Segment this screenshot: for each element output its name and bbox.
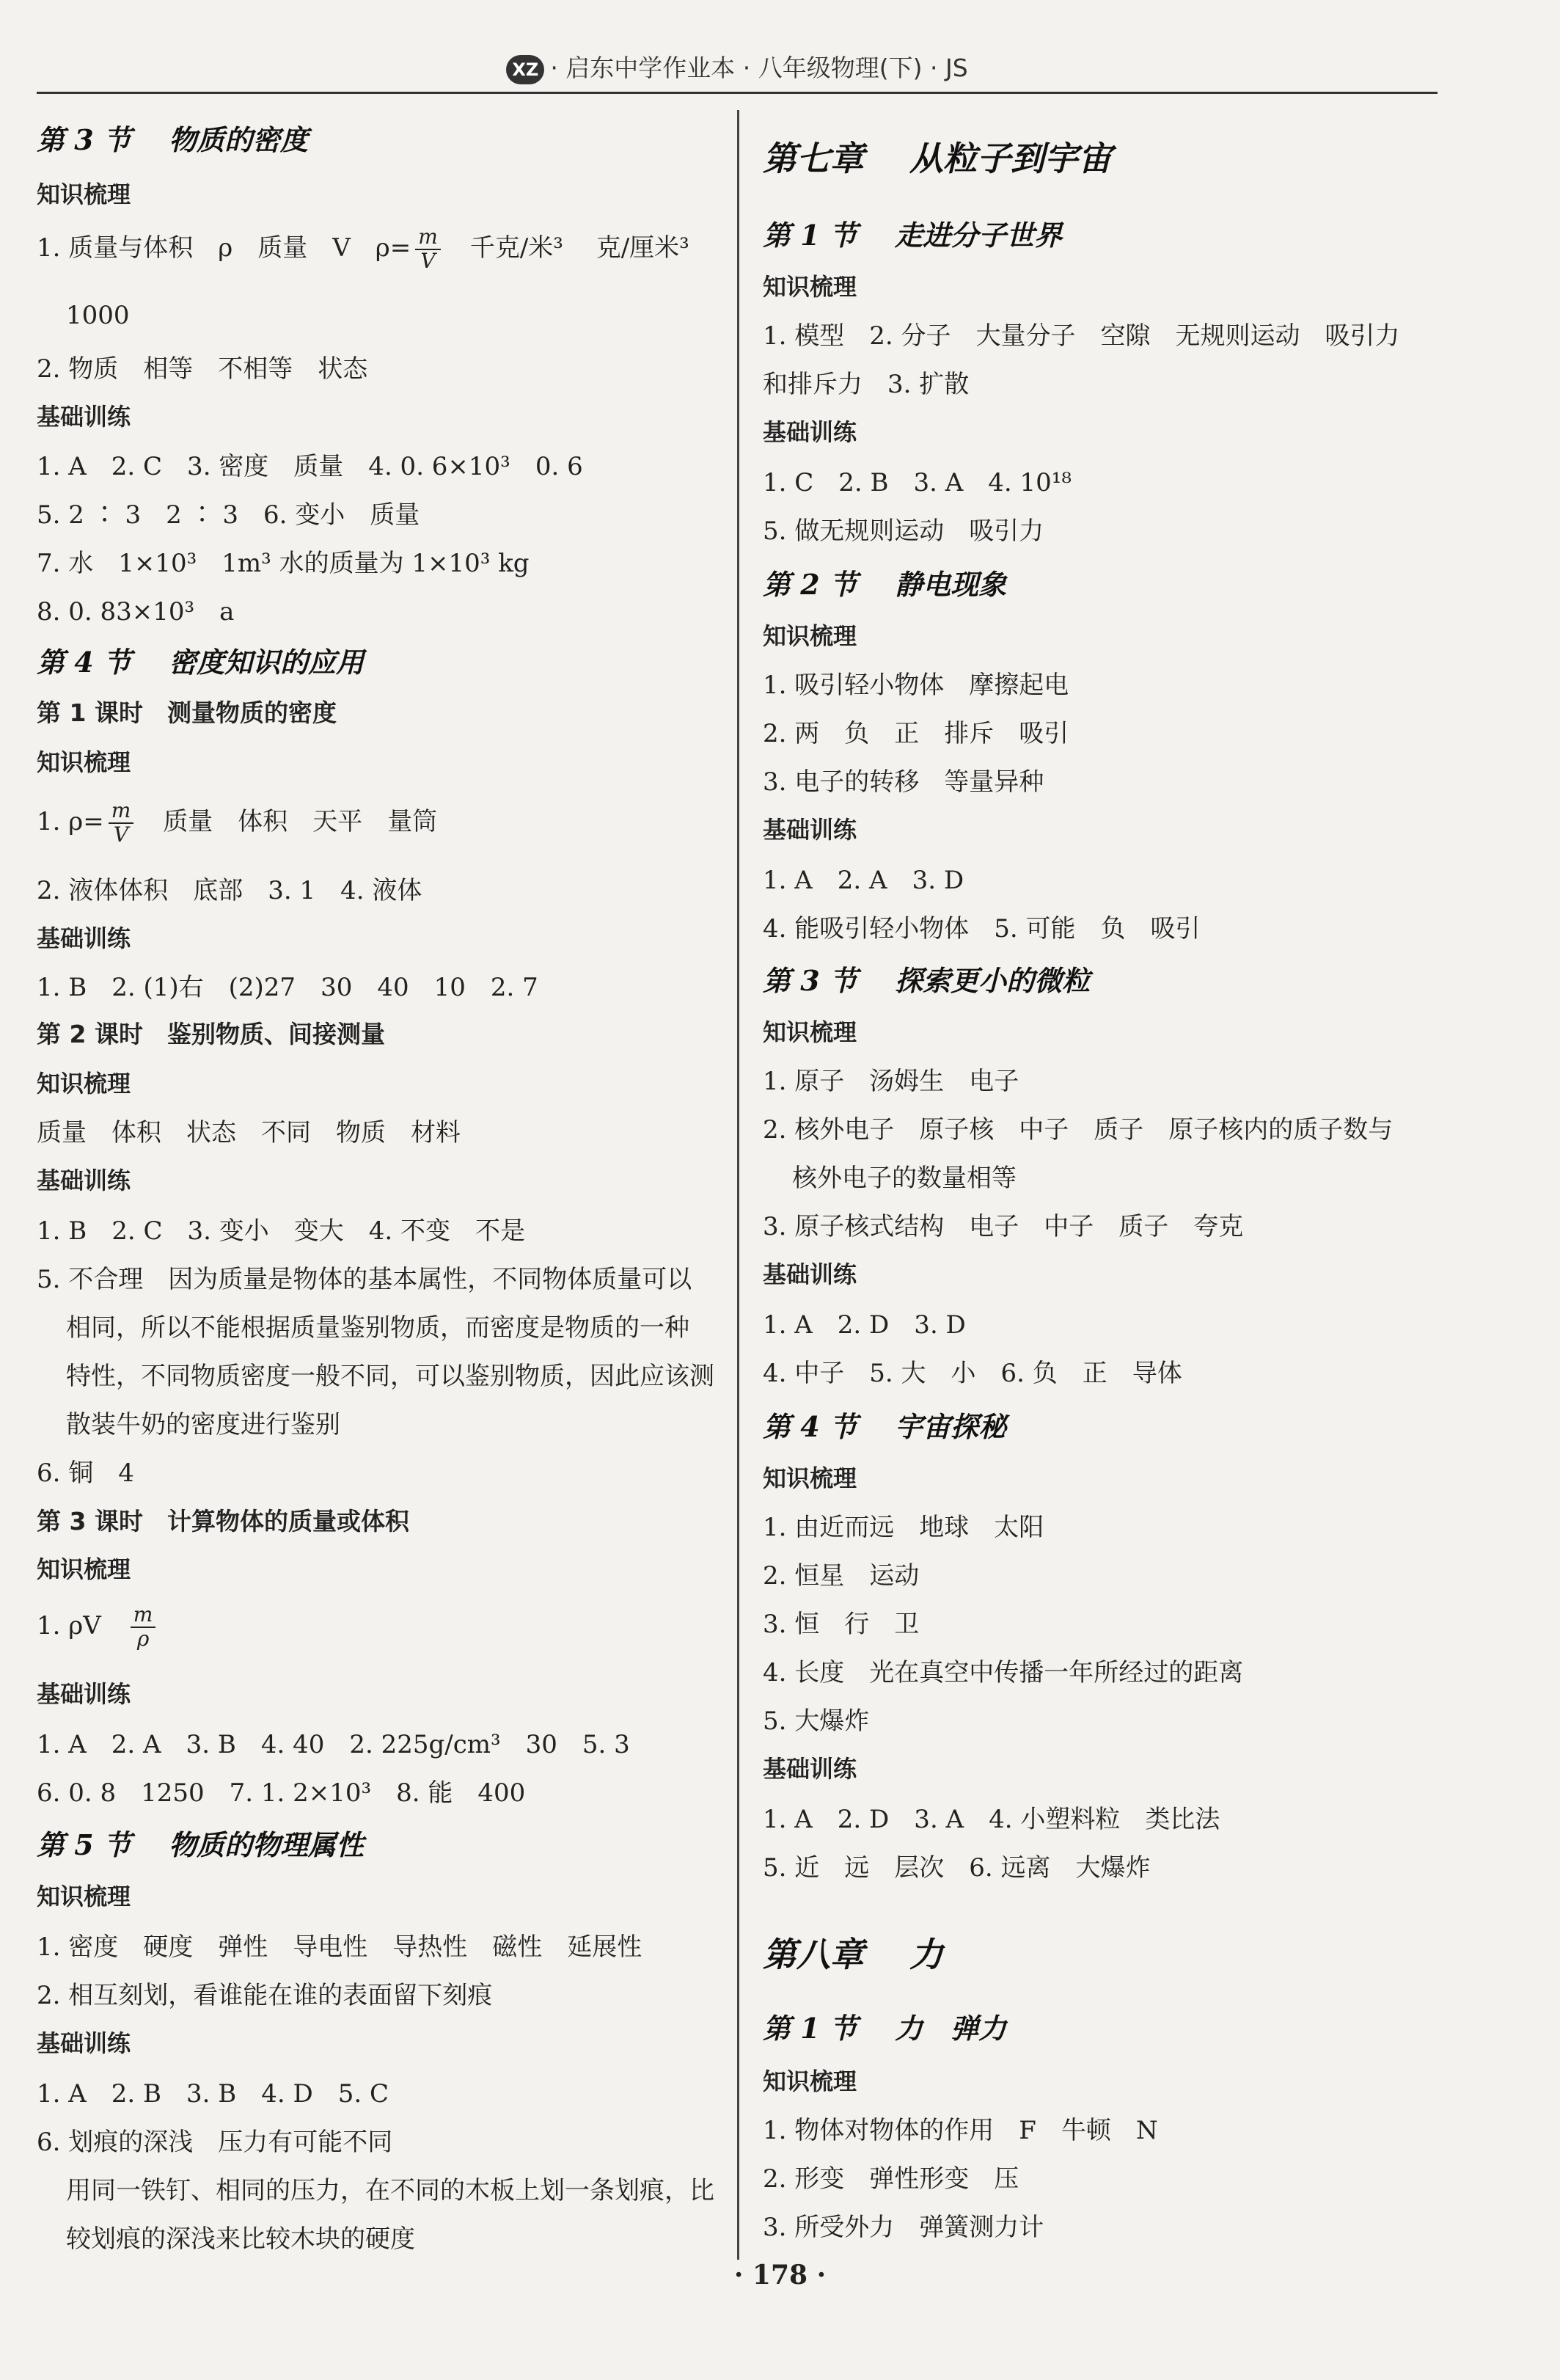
answer-line: 1. A 2. D 3. D bbox=[763, 1310, 966, 1340]
subheading: 基础训练 bbox=[37, 403, 131, 431]
answer-line: 2. 液体体积 底部 3. 1 4. 液体 bbox=[37, 876, 422, 905]
section-title: 第 1 节 走进分子世界 bbox=[763, 219, 1063, 252]
section-title: 第 5 节 物质的物理属性 bbox=[37, 1828, 365, 1861]
answer-line: 4. 中子 5. 大 小 6. 负 正 导体 bbox=[763, 1359, 1182, 1388]
answer-line: 2. 相互刻划，看谁能在谁的表面留下刻痕 bbox=[37, 1981, 493, 2010]
subheading: 知识梳理 bbox=[37, 1555, 131, 1583]
lesson-title: 第 3 课时 计算物体的质量或体积 bbox=[37, 1507, 409, 1536]
answer-line: 散装牛奶的密度进行鉴别 bbox=[66, 1410, 340, 1439]
answer-line: 3. 电子的转移 等量异种 bbox=[763, 767, 1044, 797]
answer-line: 2. 形变 弹性形变 压 bbox=[763, 2164, 1019, 2194]
answer-line: 2. 物质 相等 不相等 状态 bbox=[37, 354, 368, 384]
answer-line: 质量 体积 状态 不同 物质 材料 bbox=[37, 1118, 461, 1147]
answer-line: 3. 恒 行 卫 bbox=[763, 1610, 920, 1639]
page-header bbox=[37, 40, 1438, 94]
answer-line: 1. 模型 2. 分子 大量分子 空隙 无规则运动 吸引力 bbox=[763, 321, 1400, 351]
answer-line: 1. A 2. B 3. B 4. D 5. C bbox=[37, 2079, 389, 2109]
subheading: 基础训练 bbox=[763, 816, 857, 844]
answer-line: 1. 质量与体积 ρ 质量 V ρ= $\frac{m}{V}$ 千克/米³ 克/厘米³ bbox=[37, 225, 689, 273]
answer-line: 4. 能吸引轻小物体 5. 可能 负 吸引 bbox=[763, 914, 1201, 943]
answer-line: 5. 近 远 层次 6. 远离 大爆炸 bbox=[763, 1853, 1151, 1883]
answer-line: 3. 原子核式结构 电子 中子 质子 夸克 bbox=[763, 1212, 1244, 1241]
subheading: 基础训练 bbox=[37, 1680, 131, 1708]
answer-line: 6. 铜 4 bbox=[37, 1459, 134, 1488]
section-title: 第 4 节 宇宙探秘 bbox=[763, 1410, 1007, 1443]
answer-line: 5. 2 ∶ 3 2 ∶ 3 6. 变小 质量 bbox=[37, 500, 420, 530]
subheading: 知识梳理 bbox=[763, 273, 857, 301]
subheading: 基础训练 bbox=[37, 1167, 131, 1194]
answer-line: 7. 水 1×10³ 1m³ 水的质量为 1×10³ kg bbox=[37, 549, 530, 578]
answer-line: 1. B 2. (1)右 (2)27 30 40 10 2. 7 bbox=[37, 973, 538, 1002]
answer-line: 5. 不合理 因为质量是物体的基本属性，不同物体质量可以 bbox=[37, 1265, 692, 1294]
section-title: 第 4 节 密度知识的应用 bbox=[37, 646, 365, 679]
subheading: 知识梳理 bbox=[763, 622, 857, 650]
answer-line: 1. A 2. C 3. 密度 质量 4. 0. 6×10³ 0. 6 bbox=[37, 452, 583, 481]
answer-line: 核外电子的数量相等 bbox=[792, 1164, 1017, 1193]
subheading: 基础训练 bbox=[763, 418, 857, 446]
subheading: 知识梳理 bbox=[37, 748, 131, 776]
answer-line: 1. ρ= $\frac{m}{V}$ 质量 体积 天平 量筒 bbox=[37, 798, 438, 847]
answer-line: 1. 密度 硬度 弹性 导电性 导热性 磁性 延展性 bbox=[37, 1932, 642, 1962]
subheading: 知识梳理 bbox=[37, 180, 131, 208]
answer-line: 1. 由近而远 地球 太阳 bbox=[763, 1513, 1044, 1542]
header-text: · 启东中学作业本 · 八年级物理(下) · JS bbox=[550, 54, 968, 82]
subheading: 基础训练 bbox=[37, 2029, 131, 2057]
answer-line: 6. 0. 8 1250 7. 1. 2×10³ 8. 能 400 bbox=[37, 1778, 526, 1808]
answer-line: 1. ρV $\frac{m}{\rho}$ bbox=[37, 1604, 160, 1651]
answer-line: 3. 所受外力 弹簧测力计 bbox=[763, 2213, 1044, 2242]
chapter-title: 第八章 力 bbox=[763, 1935, 944, 1974]
subheading: 知识梳理 bbox=[763, 2067, 857, 2095]
page-number: · 178 · bbox=[733, 2260, 827, 2290]
answer-line: 1. A 2. D 3. A 4. 小塑料粒 类比法 bbox=[763, 1805, 1220, 1834]
answer-line: 1. 物体对物体的作用 F 牛顿 N bbox=[763, 2116, 1158, 2145]
answer-line: 1. C 2. B 3. A 4. 10¹⁸ bbox=[763, 468, 1072, 497]
subheading: 基础训练 bbox=[763, 1260, 857, 1288]
subheading: 基础训练 bbox=[763, 1755, 857, 1783]
answer-line: 1. 原子 汤姆生 电子 bbox=[763, 1067, 1019, 1096]
answer-line: 较划痕的深浅来比较木块的硬度 bbox=[66, 2224, 415, 2254]
answer-line: 1000 bbox=[66, 301, 130, 330]
chapter-title: 第七章 从粒子到宇宙 bbox=[763, 139, 1113, 178]
answer-line: 2. 核外电子 原子核 中子 质子 原子核内的质子数与 bbox=[763, 1115, 1394, 1145]
subheading: 知识梳理 bbox=[37, 1883, 131, 1910]
answer-line: 和排斥力 3. 扩散 bbox=[763, 370, 970, 399]
answer-line: 相同，所以不能根据质量鉴别物质，而密度是物质的一种 bbox=[66, 1313, 689, 1343]
subheading: 基础训练 bbox=[37, 924, 131, 952]
fraction: $\frac{m}{V}$ bbox=[109, 800, 134, 847]
lesson-title: 第 1 课时 测量物质的密度 bbox=[37, 698, 337, 727]
section-title: 第 2 节 静电现象 bbox=[763, 568, 1007, 601]
answer-line: 6. 划痕的深浅 压力有可能不同 bbox=[37, 2128, 393, 2157]
answer-line: 5. 大爆炸 bbox=[763, 1706, 870, 1736]
section-title: 第 3 节 物质的密度 bbox=[37, 123, 309, 156]
fraction: $\frac{m}{V}$ bbox=[415, 226, 441, 273]
fraction: $\frac{m}{\rho}$ bbox=[131, 1604, 156, 1651]
answer-line: 4. 长度 光在真空中传播一年所经过的距离 bbox=[763, 1658, 1244, 1687]
column-divider bbox=[737, 110, 739, 2260]
answer-line: 2. 两 负 正 排斥 吸引 bbox=[763, 719, 1069, 748]
answer-line: 2. 恒星 运动 bbox=[763, 1561, 920, 1591]
answer-line: 用同一铁钉、相同的压力，在不同的木板上划一条划痕，比 bbox=[66, 2176, 714, 2205]
answer-line: 1. A 2. A 3. D bbox=[763, 866, 964, 895]
section-title: 第 1 节 力 弹力 bbox=[763, 2012, 1007, 2045]
xz-logo: XZ bbox=[506, 55, 544, 84]
answer-line: 1. B 2. C 3. 变小 变大 4. 不变 不是 bbox=[37, 1216, 525, 1246]
subheading: 知识梳理 bbox=[763, 1018, 857, 1046]
answer-line: 1. 吸引轻小物体 摩擦起电 bbox=[763, 671, 1069, 700]
subheading: 知识梳理 bbox=[763, 1464, 857, 1492]
answer-line: 特性，不同物质密度一般不同，可以鉴别物质，因此应该测 bbox=[66, 1362, 714, 1391]
answer-line: 8. 0. 83×10³ a bbox=[37, 597, 235, 627]
header-title bbox=[37, 49, 1438, 84]
answer-line: 5. 做无规则运动 吸引力 bbox=[763, 516, 1044, 546]
subheading: 知识梳理 bbox=[37, 1070, 131, 1098]
section-title: 第 3 节 探索更小的微粒 bbox=[763, 964, 1091, 997]
lesson-title: 第 2 课时 鉴别物质、间接测量 bbox=[37, 1020, 385, 1048]
answer-line: 1. A 2. A 3. B 4. 40 2. 225g/cm³ 30 5. 3 bbox=[37, 1730, 630, 1759]
